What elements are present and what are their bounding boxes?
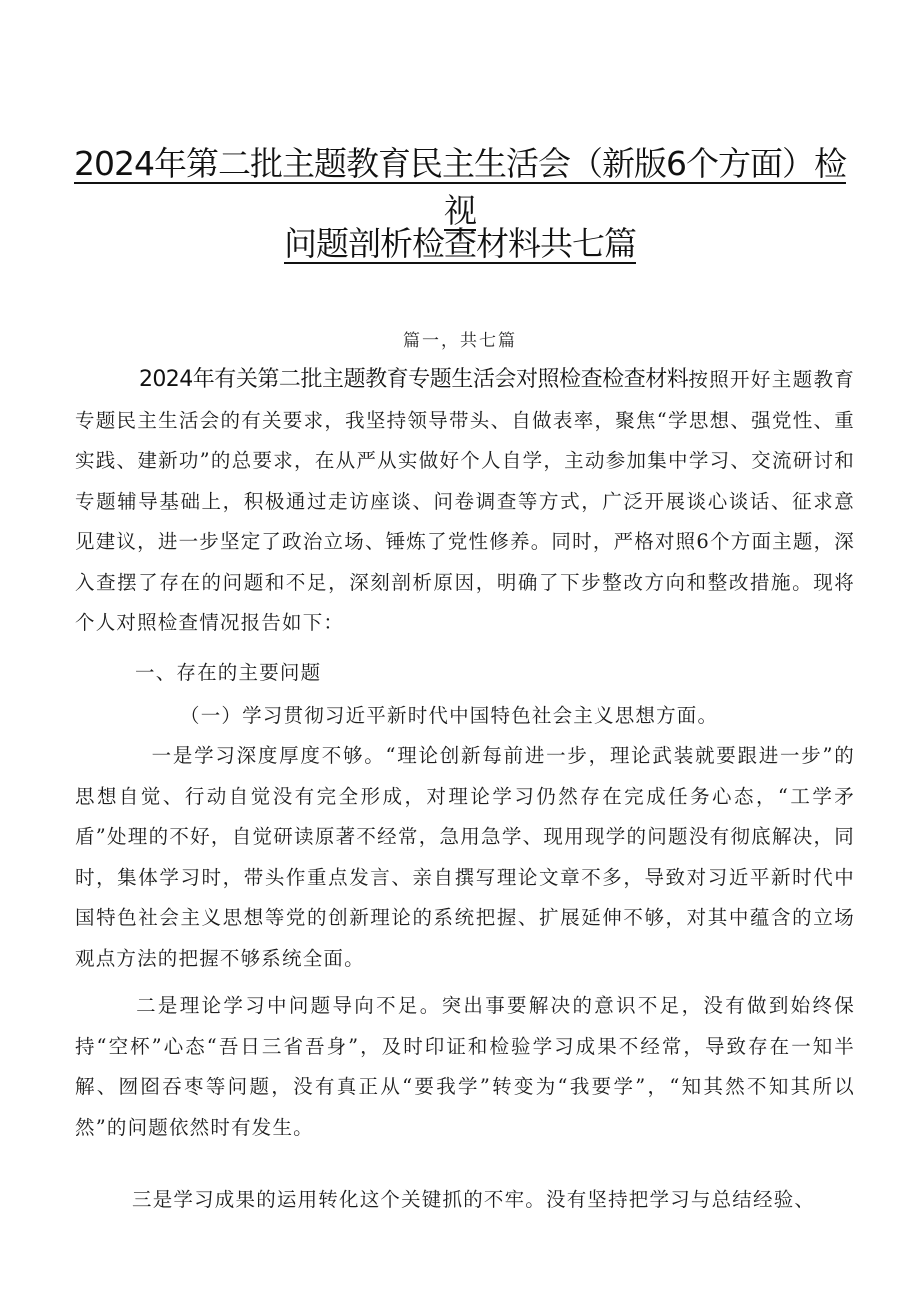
- point-two-text: 二是理论学习中问题导向不足。突出事要解决的意识不足，没有做到始终保持“空杯”心态“吾日三省吾身”，及时印证和检验学习成果不经常，导致存在一知半解、囫囵吞枣等问题，没有真正从“要我学”转变为“我要学”，“知其然不知其所以然”的问题依然时有发生。: [75, 994, 855, 1139]
- title-text-2: 问题剖析检查材料共七篇: [284, 224, 636, 263]
- point-three-text: 三是学习成果的运用转化这个关键抓的不牢。没有坚持把学习与总结经验、: [132, 1188, 816, 1211]
- point-one-text: 一是学习深度厚度不够。“理论创新每前进一步，理论武装就要跟进一步”的思想自觉、行动自觉没有完全形成，对理论学习仍然存在完成任务心态，“工学矛盾”处理的不好，自觉研读原著不经常，急用急学、现用现学的问题没有彻底解决，同时，集体学习时，带头作重点发言、亲自撰写理论文章不多，导致对习近平新时代中国特色社会主义思想等党的创新理论的系统把握、扩展延伸不够，对其中蕴含的立场观点方法的把握不够系统全面。: [75, 744, 855, 970]
- document-title-line-2: [60, 218, 860, 265]
- paragraph-point-one: [75, 736, 855, 979]
- paragraph-point-three: [75, 1180, 855, 1221]
- heading-main-problems: 一、存在的主要问题: [135, 661, 322, 684]
- section-label: 篇一，共七篇: [403, 331, 517, 351]
- title-text-1: 2024年第二批主题教育民主生活会（新版6个方面）检视: [74, 144, 846, 230]
- intro-text: 按照开好主题教育专题民主生活会的有关要求，我坚持领导带头、自做表率，聚焦“学思想、强党性、重实践、建新功”的总要求，在从严从实做好个人自学，主动参加集中学习、交流研讨和专题辅导基础上，积极通过走访座谈、问卷调查等方式，广泛开展谈心谈话、征求意见建议，进一步坚定了政治立场、锤炼了党性修养。同时，严格对照6个方面主题，深入查摆了存在的问题和不足，深刻剖析原因，明确了下步整改方向和整改措施。现将个人对照检查情况报告如下：: [75, 368, 855, 634]
- material-subtitle: 2024年有关第二批主题教育专题生活会对照检查检查材料: [139, 367, 689, 392]
- heading-study-aspect: （一）学习贯彻习近平新时代中国特色社会主义思想方面。: [180, 704, 719, 727]
- intro-paragraph: [75, 360, 855, 644]
- paragraph-point-two: [75, 986, 855, 1148]
